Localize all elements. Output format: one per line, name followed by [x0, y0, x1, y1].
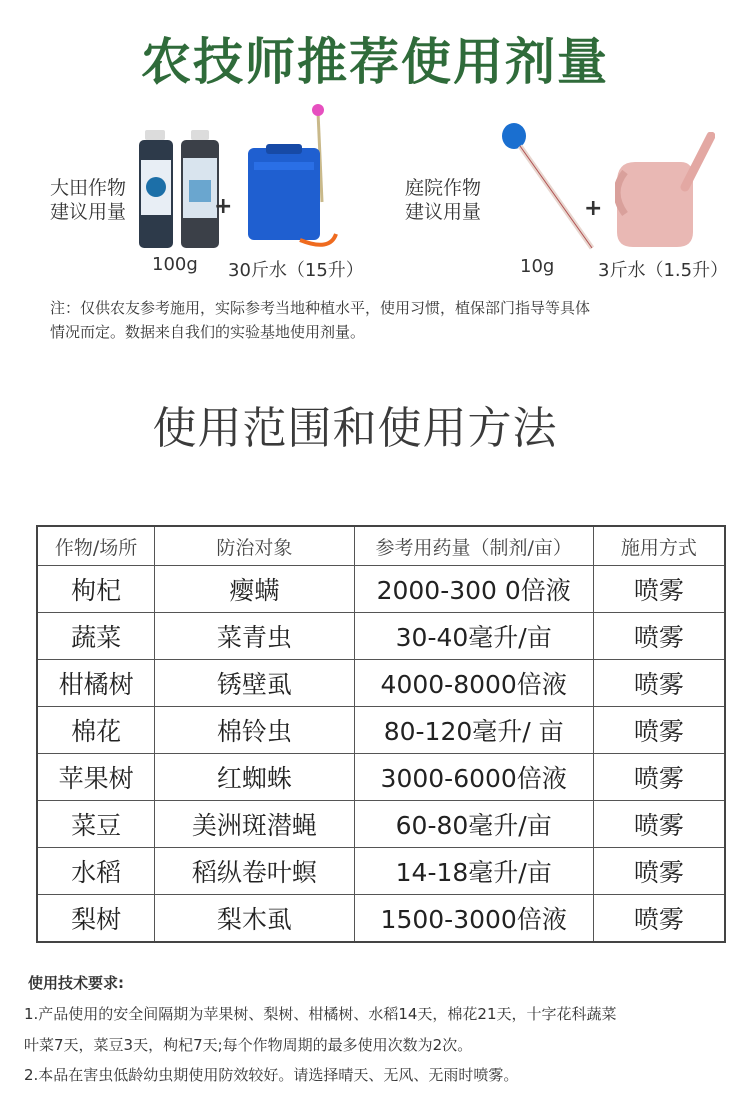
- table-row: [37, 566, 725, 613]
- cell-dosage: 4000-8000倍液: [354, 660, 593, 707]
- cell-dosage: 60-80毫升/亩: [354, 801, 593, 848]
- cell-dosage: 2000-300 0倍液: [354, 566, 593, 613]
- cell-crop: 柑橘树: [37, 660, 155, 707]
- cell-method: 喷雾: [593, 613, 725, 660]
- cell-method: 喷雾: [593, 801, 725, 848]
- garden-crop-label-line1: 庭院作物: [405, 177, 482, 199]
- header-method: 施用方式: [593, 526, 725, 566]
- garden-water-qty: 3斤水（1.5升）: [598, 260, 729, 281]
- cell-crop: 棉花: [37, 707, 155, 754]
- cell-dosage: 30-40毫升/亩: [354, 613, 593, 660]
- requirements-line3: 2.本品在害虫低龄幼虫期使用防效较好。请选择晴天、无风、无雨时喷雾。: [24, 1066, 519, 1084]
- cell-method: 喷雾: [593, 895, 725, 943]
- cell-method: 喷雾: [593, 754, 725, 801]
- table-row: [37, 613, 725, 660]
- cell-dosage: 3000-6000倍液: [354, 754, 593, 801]
- field-crop-label-line2: 建议用量: [50, 201, 127, 223]
- field-water-qty: 30斤水（15升）: [228, 260, 364, 281]
- table-row: [37, 754, 725, 801]
- requirements-line1: 1.产品使用的安全间隔期为苹果树、梨树、柑橘树、水稻14天，棉花21天，十字花科蔬菜: [24, 1005, 617, 1023]
- cell-crop: 菜豆: [37, 801, 155, 848]
- cell-crop: 枸杞: [37, 566, 155, 613]
- table-row: [37, 801, 725, 848]
- cell-method: 喷雾: [593, 660, 725, 707]
- cell-crop: 水稻: [37, 848, 155, 895]
- cell-target: 红蜘蛛: [155, 754, 354, 801]
- garden-product-qty: 10g: [520, 256, 555, 277]
- field-product-qty: 100g: [152, 254, 198, 275]
- backpack-sprayer-image: [240, 102, 340, 252]
- note-line2: 情况而定。数据来自我们的实验基地使用剂量。: [50, 323, 366, 341]
- table-row: [37, 848, 725, 895]
- garden-crop-label-line2: 建议用量: [405, 201, 482, 223]
- header-target: 防治对象: [155, 526, 354, 566]
- requirements-line2: 叶菜7天，菜豆3天，枸杞7天;每个作物周期的最多使用次数为2次。: [24, 1036, 473, 1054]
- note-line1: 注：仅供农友参考施用，实际参考当地种植水平，使用习惯，植保部门指导等具体: [50, 299, 591, 317]
- cell-crop: 梨树: [37, 895, 155, 943]
- cell-target: 菜青虫: [155, 613, 354, 660]
- cell-target: 棉铃虫: [155, 707, 354, 754]
- field-plus-sign: +: [214, 194, 233, 219]
- cell-crop: 蔬菜: [37, 613, 155, 660]
- cell-target: 稻纵卷叶螟: [155, 848, 354, 895]
- cell-target: 美洲斑潜蝇: [155, 801, 354, 848]
- product-bottles-image: [135, 130, 225, 250]
- table-row: [37, 895, 725, 943]
- cell-target: 梨木虱: [155, 895, 354, 943]
- cell-dosage: 14-18毫升/亩: [354, 848, 593, 895]
- cell-method: 喷雾: [593, 848, 725, 895]
- usage-section-title: 使用范围和使用方法: [152, 403, 558, 454]
- garden-plus-sign: +: [584, 196, 603, 221]
- requirements-title: 使用技术要求:: [28, 974, 124, 992]
- disclaimer-note: [50, 296, 710, 344]
- usage-table: [36, 525, 726, 943]
- usage-table-header-row: [37, 526, 725, 566]
- cell-method: 喷雾: [593, 566, 725, 613]
- watering-can-image: [615, 132, 715, 252]
- field-crop-label-line1: 大田作物: [50, 177, 127, 199]
- page-title: 农技师推荐使用剂量: [141, 33, 609, 91]
- dropper-pipette-image: [500, 122, 603, 252]
- header-crop: 作物/场所: [37, 526, 155, 566]
- cell-target: 锈壁虱: [155, 660, 354, 707]
- cell-dosage: 80-120毫升/ 亩: [354, 707, 593, 754]
- header-dosage: 参考用药量（制剂/亩）: [354, 526, 593, 566]
- garden-crop-label: [405, 176, 481, 224]
- cell-method: 喷雾: [593, 707, 725, 754]
- field-crop-label: [50, 176, 126, 224]
- cell-dosage: 1500-3000倍液: [354, 895, 593, 943]
- table-row: [37, 707, 725, 754]
- cell-target: 瘿螨: [155, 566, 354, 613]
- cell-crop: 苹果树: [37, 754, 155, 801]
- table-row: [37, 660, 725, 707]
